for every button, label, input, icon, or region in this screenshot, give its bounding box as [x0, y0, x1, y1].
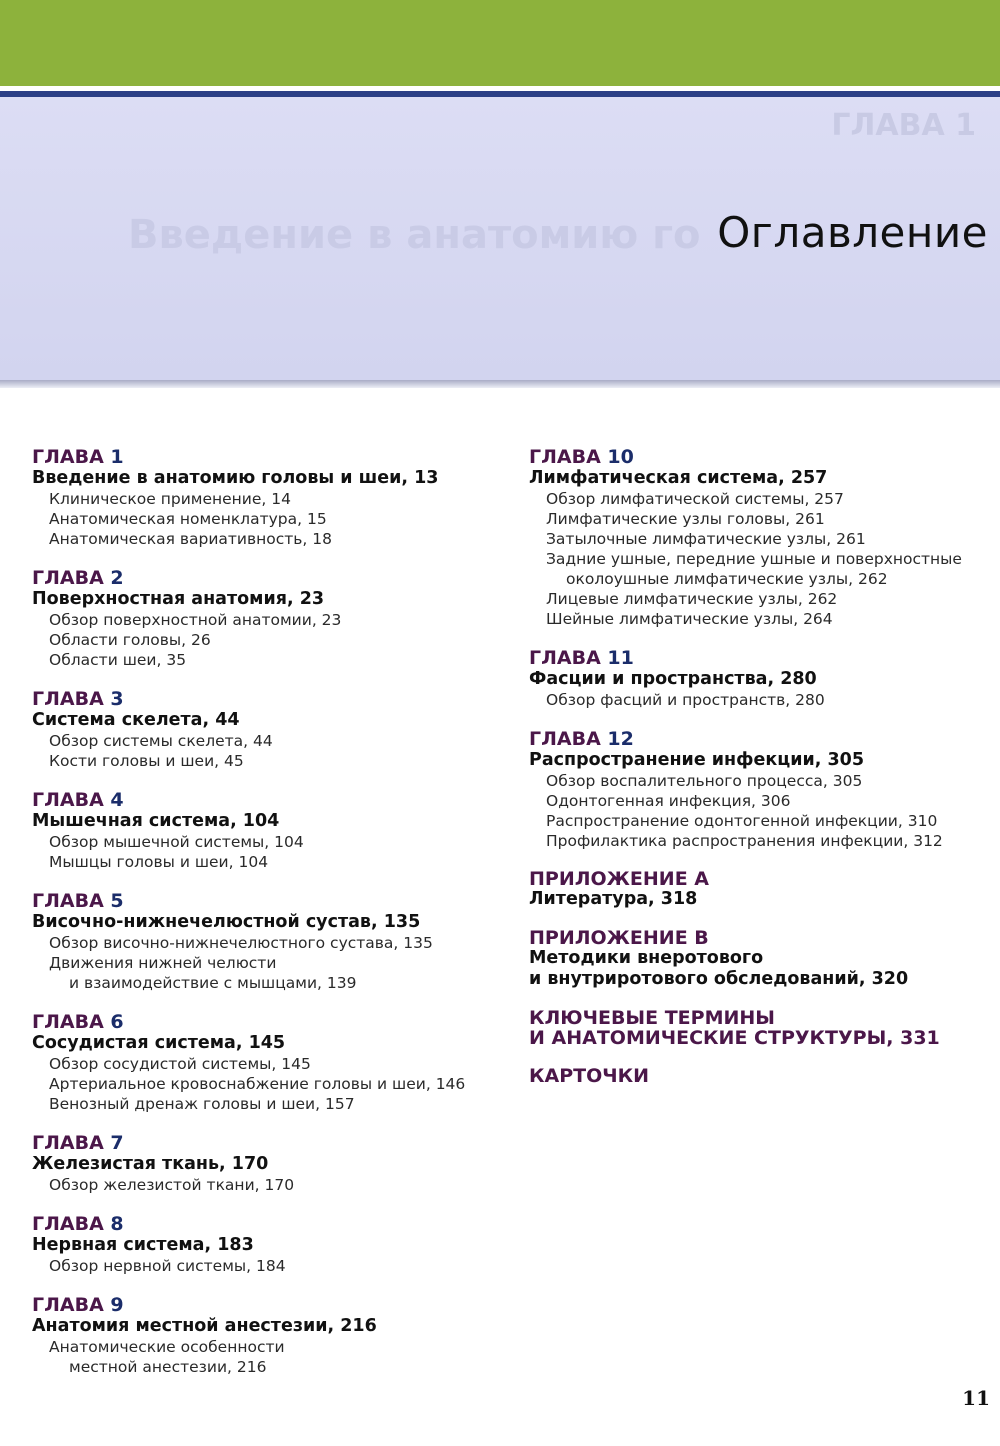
toc-entry: Анатомические особенности	[49, 1338, 285, 1356]
chapter-title: Височно-нижнечелюстной сустав, 135	[32, 912, 421, 932]
toc-chapter-1	[32, 446, 502, 549]
toc-cards	[529, 1066, 989, 1086]
chapter-title: Поверхностная анатомия, 23	[32, 589, 325, 609]
key-terms-line-2: И АНАТОМИЧЕСКИЕ СТРУКТУРЫ, 331	[529, 1027, 940, 1049]
key-terms-line-1: КЛЮЧЕВЫЕ ТЕРМИНЫ	[529, 1007, 775, 1029]
toc-entry: Клиническое применение, 14	[49, 490, 291, 508]
toc-left-column	[32, 446, 502, 1395]
toc-right-column	[529, 446, 989, 1104]
toc-entry: Области шеи, 35	[49, 651, 187, 669]
chapter-label: ГЛАВА 10	[529, 446, 634, 468]
toc-chapter-3	[32, 688, 502, 771]
toc-entry: Анатомическая номенклатура, 15	[49, 510, 327, 528]
toc-chapter-9	[32, 1294, 502, 1377]
chapter-title: Мышечная система, 104	[32, 811, 280, 831]
chapter-label: ГЛАВА 7	[32, 1132, 124, 1154]
appendix-title-continued: и внутриротового обследований, 320	[529, 969, 909, 989]
chapter-title: Фасции и пространства, 280	[529, 669, 817, 689]
toc-entry: Обзор воспалительного процесса, 305	[546, 772, 863, 790]
cards-label: КАРТОЧКИ	[529, 1065, 650, 1087]
chapter-label: ГЛАВА 1	[32, 446, 124, 468]
toc-chapter-8	[32, 1213, 502, 1276]
chapter-title: Железистая ткань, 170	[32, 1154, 269, 1174]
ghost-chapter-text: ГЛАВА 1	[831, 108, 976, 143]
toc-entry: Обзор железистой ткани, 170	[49, 1176, 295, 1194]
toc-entry-continued: околоушные лимфатические узлы, 262	[566, 570, 888, 588]
toc-entry-continued: и взаимодействие с мышцами, 139	[69, 974, 357, 992]
chapter-label: ГЛАВА 8	[32, 1213, 124, 1235]
toc-entry: Артериальное кровоснабжение головы и шеи, 146	[49, 1075, 466, 1093]
header-bottom-shadow	[0, 380, 1000, 388]
chapter-label: ГЛАВА 3	[32, 688, 124, 710]
toc-entry: Лимфатические узлы головы, 261	[546, 510, 825, 528]
top-green-band	[0, 0, 1000, 86]
toc-entry: Венозный дренаж головы и шеи, 157	[49, 1095, 355, 1113]
toc-entry: Движения нижней челюсти	[49, 954, 277, 972]
appendix-title: Литература, 318	[529, 889, 698, 909]
page-number: 11	[962, 1386, 990, 1410]
toc-chapter-6	[32, 1011, 502, 1114]
toc-entry: Обзор фасций и пространств, 280	[546, 691, 825, 709]
toc-appendix-b	[529, 928, 989, 990]
ghost-title-text: Введение в анатомию го	[128, 212, 701, 258]
toc-entry-continued: местной анестезии, 216	[69, 1358, 267, 1376]
toc-entry: Кости головы и шеи, 45	[49, 752, 244, 770]
chapter-label: ГЛАВА 5	[32, 890, 124, 912]
toc-entry: Лицевые лимфатические узлы, 262	[546, 590, 838, 608]
toc-entry: Обзор сосудистой системы, 145	[49, 1055, 311, 1073]
toc-key-terms	[529, 1008, 989, 1048]
toc-entry: Обзор мышечной системы, 104	[49, 833, 304, 851]
toc-appendix-a	[529, 869, 989, 910]
toc-entry: Обзор нервной системы, 184	[49, 1257, 286, 1275]
chapter-title: Лимфатическая система, 257	[529, 468, 828, 488]
page-title: Оглавление	[717, 208, 988, 257]
toc-entry: Одонтогенная инфекция, 306	[546, 792, 791, 810]
appendix-label: ПРИЛОЖЕНИЕ В	[529, 927, 709, 949]
chapter-title: Система скелета, 44	[32, 710, 240, 730]
chapter-label: ГЛАВА 2	[32, 567, 124, 589]
toc-entry: Профилактика распространения инфекции, 312	[546, 832, 943, 850]
toc-chapter-11	[529, 647, 989, 710]
chapter-label: ГЛАВА 11	[529, 647, 634, 669]
toc-entry: Области головы, 26	[49, 631, 211, 649]
toc-entry: Обзор поверхностной анатомии, 23	[49, 611, 342, 629]
toc-entry: Обзор височно-нижнечелюстного сустава, 135	[49, 934, 433, 952]
toc-entry: Анатомическая вариативность, 18	[49, 530, 333, 548]
chapter-title: Нервная система, 183	[32, 1235, 254, 1255]
chapter-title: Сосудистая система, 145	[32, 1033, 286, 1053]
chapter-label: ГЛАВА 4	[32, 789, 124, 811]
toc-chapter-4	[32, 789, 502, 872]
chapter-title: Распространение инфекции, 305	[529, 750, 865, 770]
chapter-label: ГЛАВА 9	[32, 1294, 124, 1316]
chapter-title: Анатомия местной анестезии, 216	[32, 1316, 377, 1336]
toc-entry: Распространение одонтогенной инфекции, 310	[546, 812, 938, 830]
toc-chapter-7	[32, 1132, 502, 1195]
chapter-label: ГЛАВА 6	[32, 1011, 124, 1033]
toc-entry: Шейные лимфатические узлы, 264	[546, 610, 833, 628]
chapter-label: ГЛАВА 12	[529, 728, 634, 750]
toc-chapter-10	[529, 446, 989, 629]
chapter-title: Введение в анатомию головы и шеи, 13	[32, 468, 439, 488]
toc-chapter-12	[529, 728, 989, 851]
toc-entry: Задние ушные, передние ушные и поверхностные	[546, 550, 962, 568]
toc-chapter-5	[32, 890, 502, 993]
appendix-title: Методики внеротового	[529, 948, 764, 968]
toc-entry: Затылочные лимфатические узлы, 261	[546, 530, 866, 548]
toc-entry: Мышцы головы и шеи, 104	[49, 853, 269, 871]
appendix-label: ПРИЛОЖЕНИЕ А	[529, 868, 709, 890]
toc-chapter-2	[32, 567, 502, 670]
toc-entry: Обзор лимфатической системы, 257	[546, 490, 844, 508]
toc-entry: Обзор системы скелета, 44	[49, 732, 273, 750]
